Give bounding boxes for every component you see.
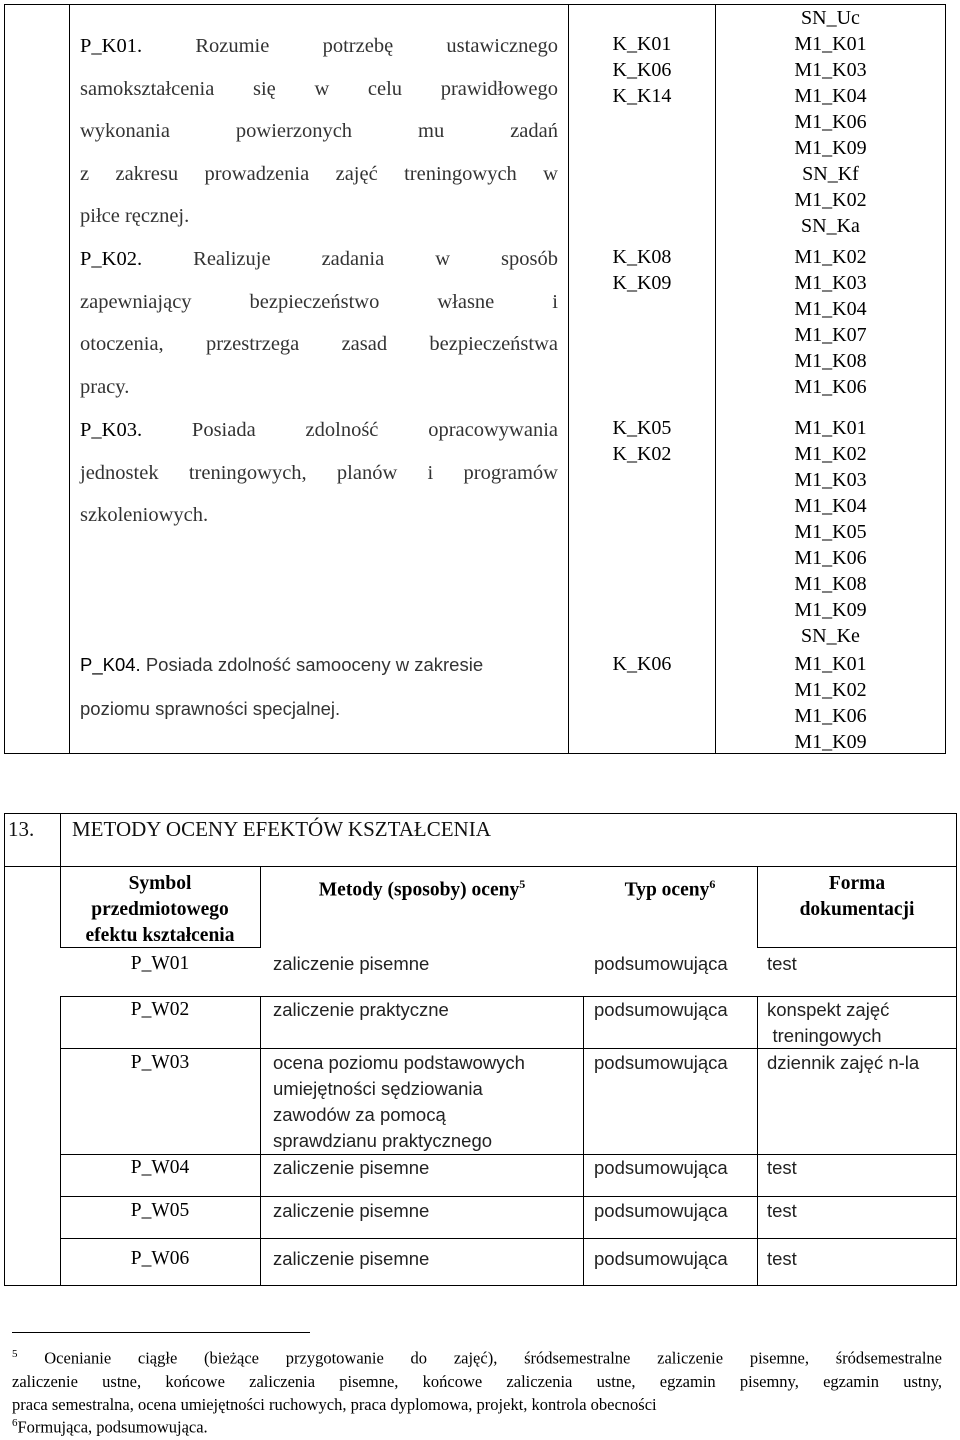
outcome-description: P_K02. Realizuje zadania w sposób zapewniający bezpieczeństwo własne i otoczenia, przestrzega zasad bezpieczeństwa pracy. [80, 248, 559, 398]
footnote-mark: 6 [12, 1417, 18, 1429]
row-form: konspekt zajęć treningowych [767, 999, 890, 1046]
row-method: zaliczenie pisemne [273, 953, 430, 974]
outcome-code: P_K04. [80, 654, 141, 675]
row-type: podsumowująca [594, 1200, 728, 1221]
row-form: test [767, 1248, 797, 1269]
directional-codes: K_K06 [612, 653, 672, 675]
footnote-mark: 5 [12, 1348, 18, 1360]
header-form: Forma dokumentacji [799, 873, 915, 920]
row-symbol: P_W03 [130, 1052, 190, 1073]
footnote-5: $^5$ Ocenianie ciągłe (bieżące przygotowanie do zajęć), śródsemestralne zaliczenie pisemne, śródsemestralne zaliczenie ustne, końcowe zaliczenia pisemne, końcowe zaliczenia ustne, egzamin pisemny, egzamin ustny, praca semestralna, ocena umiejętności ruchowych, praca dyplomowa, projekt, kontrola obecności [12, 1348, 943, 1414]
row-symbol: P_W06 [130, 1248, 190, 1269]
outcome-description: P_K04. Posiada zdolność samooceny w zakresie poziomu sprawności specjalnej. [80, 654, 484, 719]
footnote-6: $^6$Formująca, podsumowująca. [12, 1417, 208, 1437]
row-symbol: P_W02 [130, 999, 190, 1020]
row-type: podsumowująca [594, 953, 728, 974]
footnote-ref: 6 [709, 877, 716, 891]
row-type: podsumowująca [594, 1248, 728, 1269]
outcome-code: P_K03. [80, 419, 143, 441]
row-form: test [767, 1157, 797, 1178]
outcome-description: P_K03. Posiada zdolność opracowywania jednostek treningowych, planów i programów szkoleniowych. [80, 419, 558, 526]
header-symbol: Symbol przedmiotowego efektu kształcenia [85, 873, 235, 946]
row-type: podsumowująca [594, 1157, 728, 1178]
row-method: zaliczenie praktyczne [273, 999, 449, 1020]
row-type: podsumowująca [594, 999, 728, 1020]
outcome-code: P_K02. [80, 248, 143, 270]
module-codes: M1_K01 M1_K02 M1_K06 M1_K09 [794, 653, 867, 753]
row-type: podsumowująca [594, 1052, 728, 1073]
row-method: zaliczenie pisemne [273, 1248, 430, 1269]
header-methods: Metody (sposoby) oceny$^5$ [318, 877, 526, 901]
outcome-code: P_K01. [80, 35, 143, 57]
row-method: zaliczenie pisemne [273, 1157, 430, 1178]
footnote-ref: 5 [519, 877, 526, 891]
row-form: dziennik zajęć n-la [767, 1052, 920, 1073]
module-codes: SN_Uc M1_K01 M1_K03 M1_K04 M1_K06 M1_K09 SN_Kf M1_K02 SN_Ka [794, 7, 867, 237]
section-number: 13. [8, 817, 35, 841]
row-method: zaliczenie pisemne [273, 1200, 430, 1221]
module-codes: M1_K02 M1_K03 M1_K04 M1_K07 M1_K08 M1_K06 [794, 246, 867, 398]
directional-codes: K_K08 K_K09 [612, 246, 672, 294]
row-form: test [767, 1200, 797, 1221]
row-symbol: P_W04 [130, 1157, 190, 1178]
directional-codes: K_K05 K_K02 [612, 417, 672, 465]
row-form: test [767, 953, 797, 974]
header-type: Typ oceny$^6$ [624, 877, 716, 901]
outcome-description: P_K01. Rozumie potrzebę ustawicznego samokształcenia się w celu prawidłowego wykonania powierzonych mu zadań z zakresu prowadzenia zajęć treningowych w piłce ręcznej. [80, 35, 558, 227]
row-symbol: P_W01 [130, 953, 190, 974]
section-title: METODY OCENY EFEKTÓW KSZTAŁCENIA [72, 817, 491, 841]
footnote-separator [12, 1332, 310, 1333]
row-symbol: P_W05 [130, 1200, 190, 1221]
row-method: ocena poziomu podstawowych umiejętności sędziowania zawodów za pomocą sprawdzianu praktycznego [273, 1052, 525, 1151]
module-codes: M1_K01 M1_K02 M1_K03 M1_K04 M1_K05 M1_K06 M1_K08 M1_K09 SN_Ke [794, 417, 867, 647]
directional-codes: K_K01 K_K06 K_K14 [612, 33, 672, 107]
